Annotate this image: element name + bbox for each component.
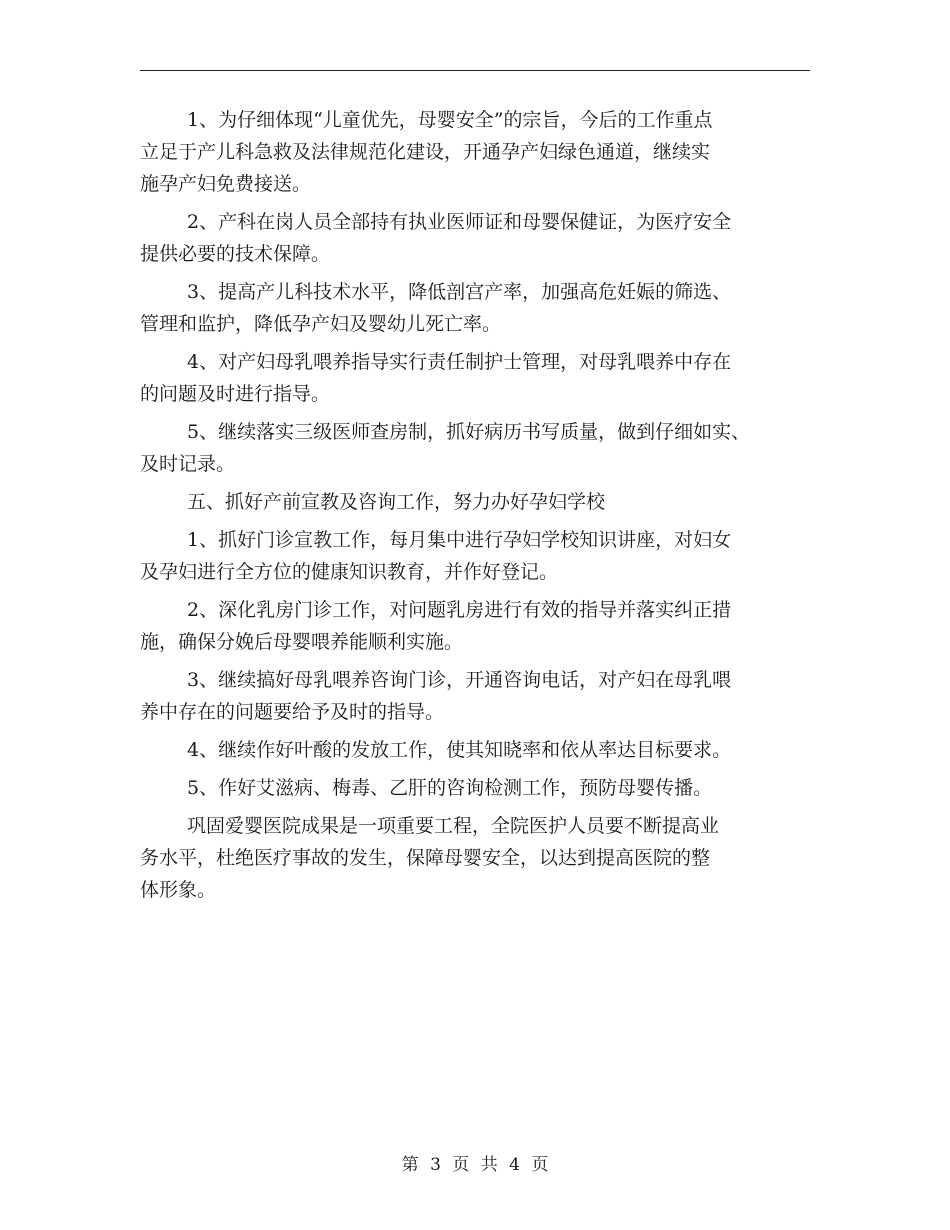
- text-line: 养中存在的问题要给予及时的指导。: [140, 701, 445, 723]
- text-line: 1、抓好门诊宣教工作，每月集中进行孕妇学校知识讲座，对妇女: [187, 529, 732, 551]
- text-line: 务水平，杜绝医疗事故的发生，保障母婴安全，以达到提高医院的整: [140, 847, 711, 869]
- paragraph-9: [140, 734, 830, 766]
- text-line: 1、为仔细体现“儿童优先，母婴安全”的宗旨，今后的工作重点: [187, 109, 713, 131]
- paragraph-8: [140, 664, 830, 728]
- text-line: 5、作好艾滋病、梅毒、乙肝的咨询检测工作，预防母婴传播。: [187, 777, 713, 799]
- text-line: 施，确保分娩后母婴喂养能顺利实施。: [140, 631, 464, 653]
- paragraph-11: [140, 810, 830, 906]
- header-rule: [140, 70, 810, 71]
- paragraph-5: [140, 416, 830, 480]
- text-line: 的问题及时进行指导。: [140, 383, 331, 405]
- paragraph-2: [140, 206, 830, 270]
- text-line: 3、继续搞好母乳喂养咨询门诊，开通咨询电话，对产妇在母乳喂: [187, 669, 732, 691]
- text-line: 4、继续作好叶酸的发放工作，使其知晓率和依从率达目标要求。: [187, 739, 732, 761]
- text-line: 及时记录。: [140, 453, 236, 475]
- section-heading-5: [140, 486, 830, 518]
- paragraph-6: [140, 524, 830, 588]
- document-body: [140, 104, 830, 906]
- text-line: 立足于产儿科急救及法律规范化建设，开通孕产妇绿色通道，继续实: [140, 141, 711, 163]
- page-number-footer: 第 3 页 共 4 页: [401, 1155, 549, 1175]
- text-line: 巩固爱婴医院成果是一项重要工程，全院医护人员要不断提高业: [187, 815, 720, 837]
- paragraph-4: [140, 346, 830, 410]
- section-heading: 五、抓好产前宣教及咨询工作，努力办好孕妇学校: [187, 491, 606, 513]
- paragraph-3: [140, 276, 830, 340]
- text-line: 2、深化乳房门诊工作，对问题乳房进行有效的指导并落实纠正措: [187, 599, 732, 621]
- text-line: 体形象。: [140, 879, 217, 901]
- paragraph-7: [140, 594, 830, 658]
- text-line: 5、继续落实三级医师查房制，抓好病历书写质量，做到仔细如实、: [187, 421, 751, 443]
- text-line: 及孕妇进行全方位的健康知识教育，并作好登记。: [140, 561, 559, 583]
- text-line: 提供必要的技术保障。: [140, 243, 331, 265]
- text-line: 管理和监护，降低孕产妇及婴幼儿死亡率。: [140, 313, 502, 335]
- text-line: 施孕产妇免费接送。: [140, 173, 312, 195]
- text-line: 4、对产妇母乳喂养指导实行责任制护士管理，对母乳喂养中存在: [187, 351, 732, 373]
- text-line: 3、提高产儿科技术水平，降低剖宫产率，加强高危妊娠的筛选、: [187, 281, 732, 303]
- paragraph-1: [140, 104, 830, 200]
- text-line: 2、产科在岗人员全部持有执业医师证和母婴保健证，为医疗安全: [187, 211, 732, 233]
- paragraph-10: [140, 772, 830, 804]
